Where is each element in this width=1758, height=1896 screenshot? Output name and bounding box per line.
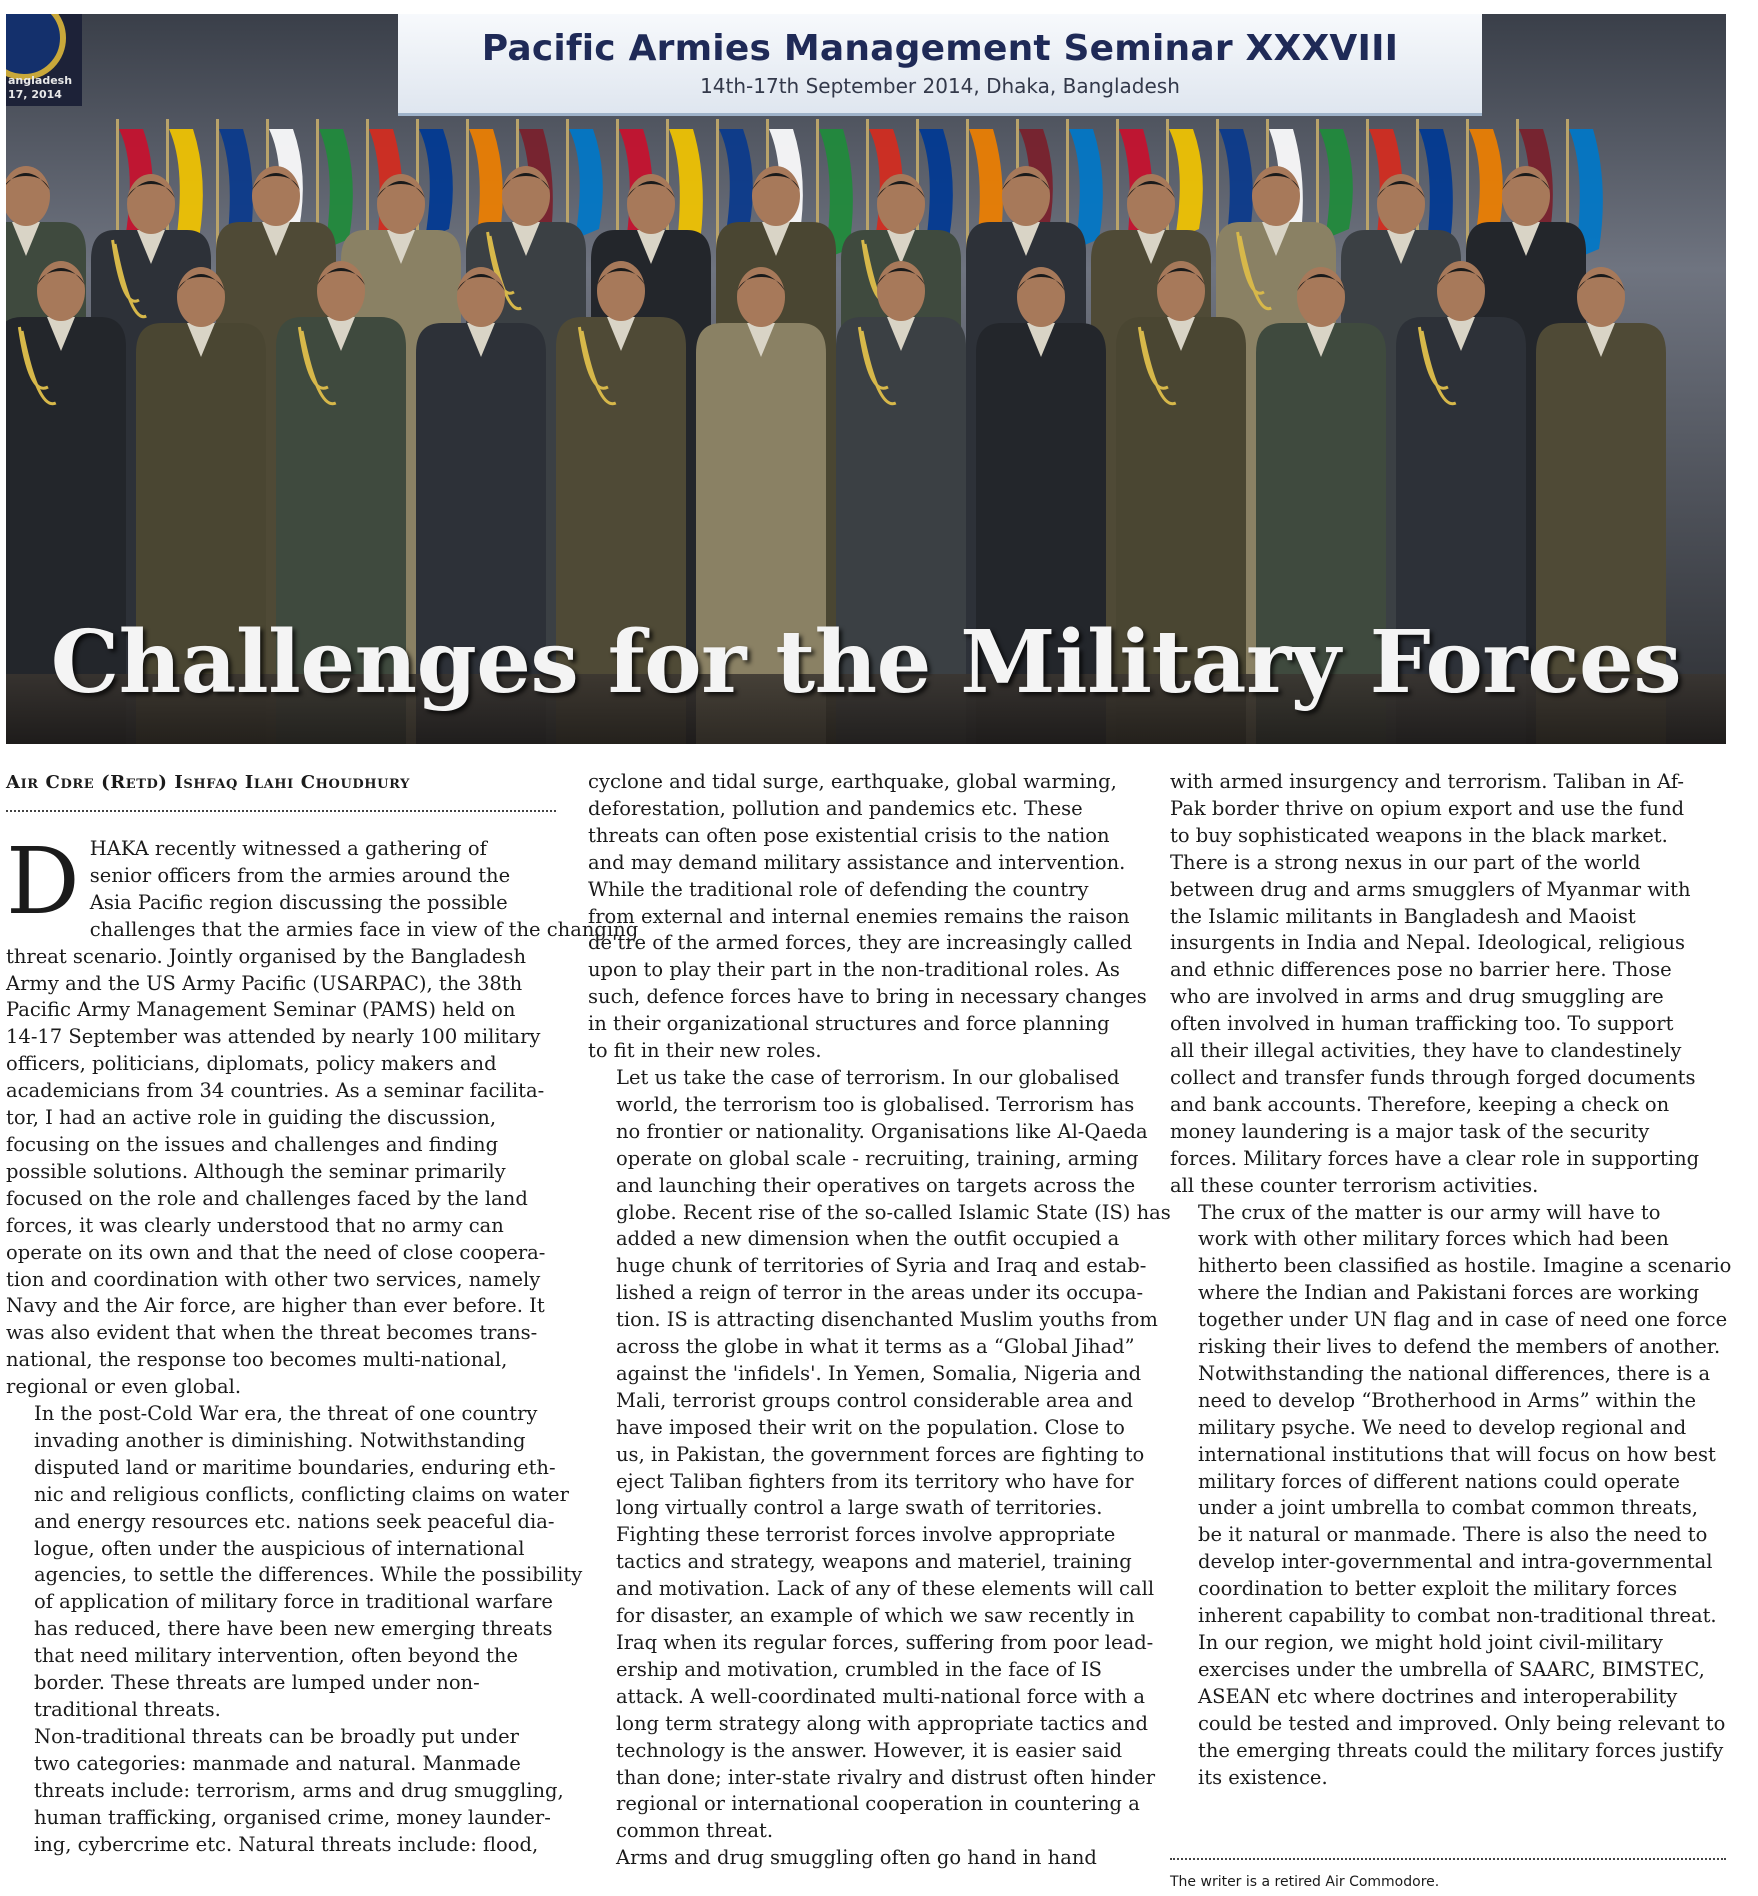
text-line: invading another is diminishing. Notwithstanding bbox=[34, 1428, 526, 1452]
text-line: and may demand military assistance and intervention. bbox=[588, 850, 1126, 874]
drop-cap: D bbox=[6, 828, 80, 935]
text-line: senior officers from the armies around the bbox=[89, 863, 511, 887]
text-line: Fighting these terrorist forces involve appropriate bbox=[616, 1523, 1116, 1547]
text-line: upon to play their part in the non-traditional roles. As bbox=[588, 958, 1120, 982]
text-line: for disaster, an example of which we saw recently in bbox=[616, 1604, 1135, 1628]
paragraph bbox=[6, 1724, 562, 1859]
paragraph bbox=[1170, 769, 1726, 1200]
text-line: need to develop “Brotherhood in Arms” within the bbox=[1198, 1388, 1696, 1412]
text-line: of application of military force in traditional warfare bbox=[34, 1590, 553, 1614]
text-line: tor, I had an active role in guiding the discussion, bbox=[6, 1106, 497, 1130]
text-line: where the Indian and Pakistani forces are working bbox=[1198, 1281, 1700, 1305]
text-line: officers, politicians, diplomats, policy makers and bbox=[6, 1052, 497, 1076]
author-footnote: The writer is a retired Air Commodore. bbox=[1170, 1874, 1440, 1890]
text-line: ASEAN etc where doctrines and interoperability bbox=[1198, 1684, 1678, 1708]
text-line: long term strategy along with appropriate tactics and bbox=[616, 1711, 1148, 1735]
text-line: and energy resources etc. nations seek peaceful dia- bbox=[34, 1509, 555, 1533]
text-line: focused on the role and challenges faced by the land bbox=[6, 1186, 528, 1210]
text-line: forces, it was clearly understood that no army can bbox=[6, 1213, 504, 1237]
text-line: technology is the answer. However, it is easier said bbox=[616, 1738, 1123, 1762]
text-line: in their organizational structures and force planning bbox=[588, 1012, 1110, 1036]
text-line: to fit in their new roles. bbox=[588, 1039, 822, 1063]
text-line: have imposed their writ on the population. Close to bbox=[616, 1415, 1125, 1439]
text-line: Navy and the Air force, are higher than ever before. It bbox=[6, 1294, 545, 1318]
text-line: long virtually control a large swath of territories. bbox=[616, 1496, 1103, 1520]
text-line: common threat. bbox=[616, 1819, 774, 1843]
text-line: tion and coordination with other two services, namely bbox=[6, 1267, 541, 1291]
text-line: cyclone and tidal surge, earthquake, global warming, bbox=[588, 770, 1117, 793]
text-line: attack. A well-coordinated multi-national force with a bbox=[616, 1684, 1145, 1708]
text-line: be it natural or manmade. There is also the need to bbox=[1198, 1523, 1708, 1547]
seminar-banner bbox=[398, 14, 1482, 116]
text-line: Pacific Army Management Seminar (PAMS) held on bbox=[6, 998, 516, 1022]
paragraph-intro bbox=[6, 828, 639, 1401]
text-line: added a new dimension when the outfit occupied a bbox=[616, 1227, 1120, 1251]
text-line: and motivation. Lack of any of these elements will call bbox=[616, 1577, 1155, 1601]
text-line: often involved in human trafficking too. To support bbox=[1170, 1012, 1674, 1036]
text-line: deforestation, pollution and pandemics etc. These bbox=[588, 796, 1083, 820]
text-line: huge chunk of territories of Syria and Iraq and estab- bbox=[616, 1254, 1147, 1278]
paragraph bbox=[588, 769, 1147, 1065]
logo-text-line1: angladesh bbox=[8, 74, 73, 87]
logo-caption bbox=[8, 74, 82, 102]
text-line: risking their lives to defend the members of another. bbox=[1198, 1335, 1721, 1359]
text-line: its existence. bbox=[1198, 1765, 1328, 1789]
text-line: exercises under the umbrella of SAARC, BIMSTEC, bbox=[1198, 1657, 1705, 1681]
group-photo bbox=[6, 14, 1726, 744]
text-line: logue, often under the auspicious of international bbox=[34, 1536, 525, 1560]
text-line: no frontier or nationality. Organisations like Al-Qaeda bbox=[616, 1119, 1148, 1143]
text-line: has reduced, there have been new emerging threats bbox=[34, 1617, 553, 1641]
article-column-3 bbox=[1170, 769, 1732, 1791]
text-line: ership and motivation, crumbled in the face of IS bbox=[616, 1657, 1103, 1681]
text-line: was also evident that when the threat becomes trans- bbox=[6, 1321, 538, 1345]
text-line: hitherto been classified as hostile. Imagine a scenario bbox=[1198, 1254, 1732, 1278]
article-column-1 bbox=[6, 828, 639, 1858]
text-line: Iraq when its regular forces, suffering from poor lead- bbox=[616, 1631, 1154, 1654]
text-line: all these counter terrorism activities. bbox=[1170, 1173, 1539, 1197]
text-line: nic and religious conflicts, conflicting claims on water bbox=[34, 1482, 569, 1506]
text-line: threats can often pose existential crisis to the nation bbox=[588, 823, 1110, 847]
text-line: and launching their operatives on targets across the bbox=[616, 1173, 1136, 1197]
text-line: together under UN flag and in case of need one force bbox=[1198, 1308, 1728, 1332]
text-line: against the 'infidels'. In Yemen, Somalia, Nigeria and bbox=[616, 1361, 1142, 1385]
text-line: work with other military forces which had been bbox=[1198, 1227, 1669, 1251]
byline-divider bbox=[6, 810, 556, 812]
text-line: threats include: terrorism, arms and drug smuggling, bbox=[34, 1778, 564, 1802]
text-line: us, in Pakistan, the government forces are fighting to bbox=[616, 1442, 1145, 1466]
text-line: de'tre of the armed forces, they are increasingly called bbox=[588, 931, 1133, 955]
text-line: academicians from 34 countries. As a seminar facilita- bbox=[6, 1079, 545, 1103]
text-line: that need military intervention, often beyond the bbox=[34, 1644, 518, 1668]
text-line: the Islamic militants in Bangladesh and Maoist bbox=[1170, 904, 1636, 928]
text-line: and bank accounts. Therefore, keeping a check on bbox=[1170, 1092, 1670, 1116]
banner-title: Pacific Armies Management Seminar XXXVIII bbox=[481, 28, 1399, 69]
text-line: the emerging threats could the military forces justify bbox=[1198, 1738, 1724, 1762]
text-line: two categories: manmade and natural. Manmade bbox=[34, 1751, 521, 1775]
article-headline: Challenges for the Military Forces bbox=[50, 612, 1682, 713]
paragraph bbox=[588, 1065, 1171, 1845]
text-line: from external and internal enemies remains the raison bbox=[588, 904, 1130, 928]
text-line: traditional threats. bbox=[34, 1698, 221, 1721]
text-line: than done; inter-state rivalry and distrust often hinder bbox=[616, 1765, 1156, 1789]
text-line: In the post-Cold War era, the threat of one country bbox=[34, 1402, 538, 1426]
text-line: threat scenario. Jointly organised by the Bangladesh bbox=[6, 944, 527, 968]
footnote-divider bbox=[1170, 1858, 1726, 1860]
text-line: such, defence forces have to bring in necessary changes bbox=[588, 985, 1147, 1009]
text-line: Pak border thrive on opium export and use the fund bbox=[1170, 796, 1685, 820]
text-line: Notwithstanding the national differences, there is a bbox=[1198, 1361, 1711, 1385]
article-column-2 bbox=[588, 769, 1171, 1872]
text-line: Arms and drug smuggling often go hand in hand bbox=[616, 1846, 1097, 1870]
text-line: border. These threats are lumped under non- bbox=[34, 1671, 480, 1695]
text-line: human trafficking, organised crime, money launder- bbox=[34, 1805, 551, 1829]
text-line: insurgents in India and Nepal. Ideological, religious bbox=[1170, 931, 1686, 955]
text-line: coordination to better exploit the military forces bbox=[1198, 1577, 1678, 1601]
text-line: military forces of different nations could operate bbox=[1198, 1469, 1680, 1493]
paragraph bbox=[588, 1845, 1144, 1872]
text-line: develop inter-governmental and intra-governmental bbox=[1198, 1550, 1713, 1574]
text-line: Army and the US Army Pacific (USARPAC), the 38th bbox=[6, 971, 523, 995]
text-line: forces. Military forces have a clear role in supporting bbox=[1170, 1146, 1700, 1170]
line-group bbox=[6, 863, 639, 1401]
banner-subtitle: 14th-17th September 2014, Dhaka, Bangladesh bbox=[700, 74, 1180, 98]
text-line: regional or even global. bbox=[6, 1375, 242, 1399]
text-line: across the globe in what it terms as a “Global Jihad” bbox=[616, 1335, 1135, 1359]
text-line: tactics and strategy, weapons and materiel, training bbox=[616, 1550, 1132, 1574]
text-line: regional or international cooperation in countering a bbox=[616, 1792, 1140, 1816]
text-line: 14-17 September was attended by nearly 100 military bbox=[6, 1025, 541, 1049]
text-line: focusing on the issues and challenges and finding bbox=[6, 1132, 499, 1156]
text-line: Asia Pacific region discussing the possible bbox=[89, 890, 508, 914]
text-line: to buy sophisticated weapons in the black market. bbox=[1170, 823, 1668, 847]
text-line: international institutions that will focus on how best bbox=[1198, 1442, 1716, 1466]
logo-emblem bbox=[6, 14, 66, 80]
text-line: with armed insurgency and terrorism. Taliban in Af- bbox=[1170, 770, 1684, 793]
text-line: inherent capability to combat non-traditional threat. bbox=[1198, 1604, 1717, 1628]
text-line: HAKA recently witnessed a gathering of bbox=[89, 837, 487, 860]
text-line: agencies, to settle the differences. While the possibility bbox=[34, 1563, 583, 1587]
text-line: money laundering is a major task of the security bbox=[1170, 1119, 1650, 1143]
text-line: globe. Recent rise of the so-called Islamic State (IS) has bbox=[616, 1200, 1171, 1224]
text-line: collect and transfer funds through forged documents bbox=[1170, 1065, 1696, 1089]
text-line: operate on global scale - recruiting, training, arming bbox=[616, 1146, 1139, 1170]
text-line: In our region, we might hold joint civil-military bbox=[1198, 1631, 1663, 1654]
text-line: eject Taliban fighters from its territory who have for bbox=[616, 1469, 1134, 1493]
text-line: possible solutions. Although the seminar primarily bbox=[6, 1159, 506, 1183]
byline bbox=[6, 772, 556, 793]
text-line: under a joint umbrella to combat common threats, bbox=[1198, 1496, 1698, 1520]
text-line: challenges that the armies face in view of the changing bbox=[89, 917, 639, 941]
text-line: While the traditional role of defending the country bbox=[588, 877, 1089, 901]
text-line: ing, cybercrime etc. Natural threats include: flood, bbox=[34, 1832, 539, 1856]
text-line: and ethnic differences pose no barrier here. Those bbox=[1170, 958, 1672, 982]
text-line: world, the terrorism too is globalised. Terrorism has bbox=[616, 1092, 1135, 1116]
text-line: Let us take the case of terrorism. In our globalised bbox=[616, 1065, 1120, 1089]
seminar-logo bbox=[6, 14, 82, 106]
text-line: national, the response too becomes multi-national, bbox=[6, 1348, 508, 1372]
text-line: all their illegal activities, they have to clandestinely bbox=[1170, 1039, 1682, 1063]
text-line: military psyche. We need to develop regional and bbox=[1198, 1415, 1687, 1439]
paragraph bbox=[1170, 1200, 1732, 1792]
text-line: between drug and arms smugglers of Myanmar with bbox=[1170, 877, 1691, 901]
logo-text-line2: 17, 2014 bbox=[8, 88, 62, 101]
text-line: lished a reign of terror in the areas under its occupa- bbox=[616, 1281, 1144, 1305]
text-line: The crux of the matter is our army will have to bbox=[1198, 1200, 1661, 1224]
text-line: disputed land or maritime boundaries, enduring eth- bbox=[34, 1455, 556, 1479]
byline-text: Air Cdre (Retd) Ishfaq Ilahi Choudhury bbox=[6, 772, 410, 793]
text-line: operate on its own and that the need of close coopera- bbox=[6, 1240, 546, 1264]
text-line: Mali, terrorist groups control considerable area and bbox=[616, 1388, 1134, 1412]
text-line: Non-traditional threats can be broadly put under bbox=[34, 1724, 519, 1748]
text-line: tion. IS is attracting disenchanted Muslim youths from bbox=[616, 1308, 1158, 1332]
text-line: could be tested and improved. Only being relevant to bbox=[1198, 1711, 1726, 1735]
text-line: There is a strong nexus in our part of the world bbox=[1170, 850, 1641, 874]
paragraph bbox=[6, 1401, 583, 1724]
text-line: who are involved in arms and drug smuggling are bbox=[1170, 985, 1664, 1009]
